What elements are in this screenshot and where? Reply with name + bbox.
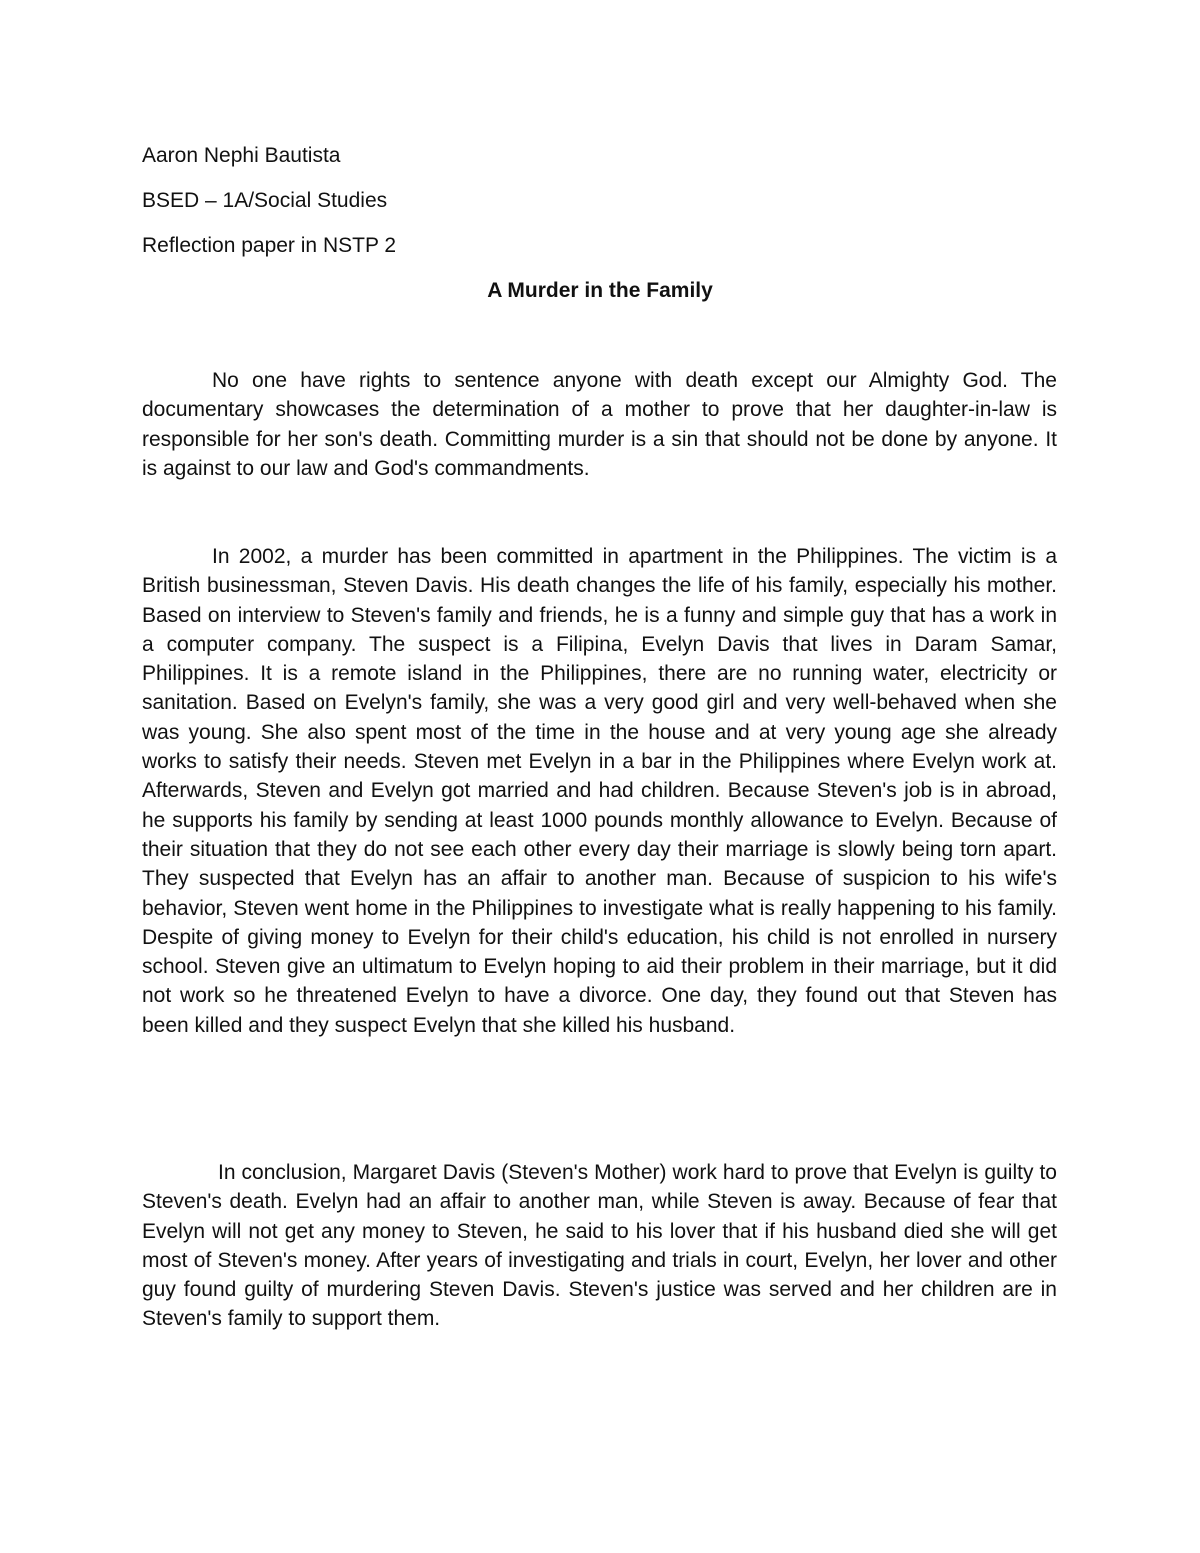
author-name: Aaron Nephi Bautista: [142, 144, 341, 167]
course-section: BSED – 1A/Social Studies: [142, 189, 388, 212]
paragraph-conclusion: In conclusion, Margaret Davis (Steven's Mother) work hard to prove that Evelyn is guilty to Steven's death. Evelyn had an affair to another man, while Steven is away. Because of fear that Evelyn will not get any money to Steven, he said to his lover that if his husband died she will get most of Steven's money. After years of investigating and trials in court, Evelyn, her lover and other guy found guilty of murdering Steven Davis. Steven's justice was served and her children are in Steven's family to support them.: [142, 1161, 1057, 1331]
paragraph-body: In 2002, a murder has been committed in apartment in the Philippines. The victim is a British businessman, Steven Davis. His death changes the life of his family, especially his mother. Based on interview to Steven's family and friends, he is a funny and simple guy that has a work in a computer company. The suspect is a Filipina, Evelyn Davis that lives in Daram Samar, Philippines. It is a remote island in the Philippines, there are no running water, electricity or sanitation. Based on Evelyn's family, she was a very good girl and very well-behaved when she was young. She also spent most of the time in the house and at very young age she already works to satisfy their needs. Steven met Evelyn in a bar in the Philippines where Evelyn work at. Afterwards, Steven and Evelyn got married and had children. Because Steven's job is in abroad, he supports his family by sending at least 1000 pounds monthly allowance to Evelyn. Because of their situation that they do not see each other every day their marriage is slowly being torn apart. They suspected that Evelyn has an affair to another man. Because of suspicion to his wife's behavior, Steven went home in the Philippines to investigate what is really happening to his family. Despite of giving money to Evelyn for their child's education, his child is not enrolled in nursery school. Steven give an ultimatum to Evelyn hoping to aid their problem in their marriage, but it did not work so he threatened Evelyn to have a divorce. One day, they found out that Steven has been killed and they suspect Evelyn that she killed his husband.: [142, 545, 1057, 1037]
paragraph-introduction: No one have rights to sentence anyone with death except our Almighty God. The documentary showcases the determination of a mother to prove that her daughter-in-law is responsible for her son's death. Committing murder is a sin that should not be done by anyone. It is against to our law and God's commandments.: [142, 369, 1057, 480]
document-title: A Murder in the Family: [487, 279, 713, 302]
paper-subject: Reflection paper in NSTP 2: [142, 234, 397, 257]
